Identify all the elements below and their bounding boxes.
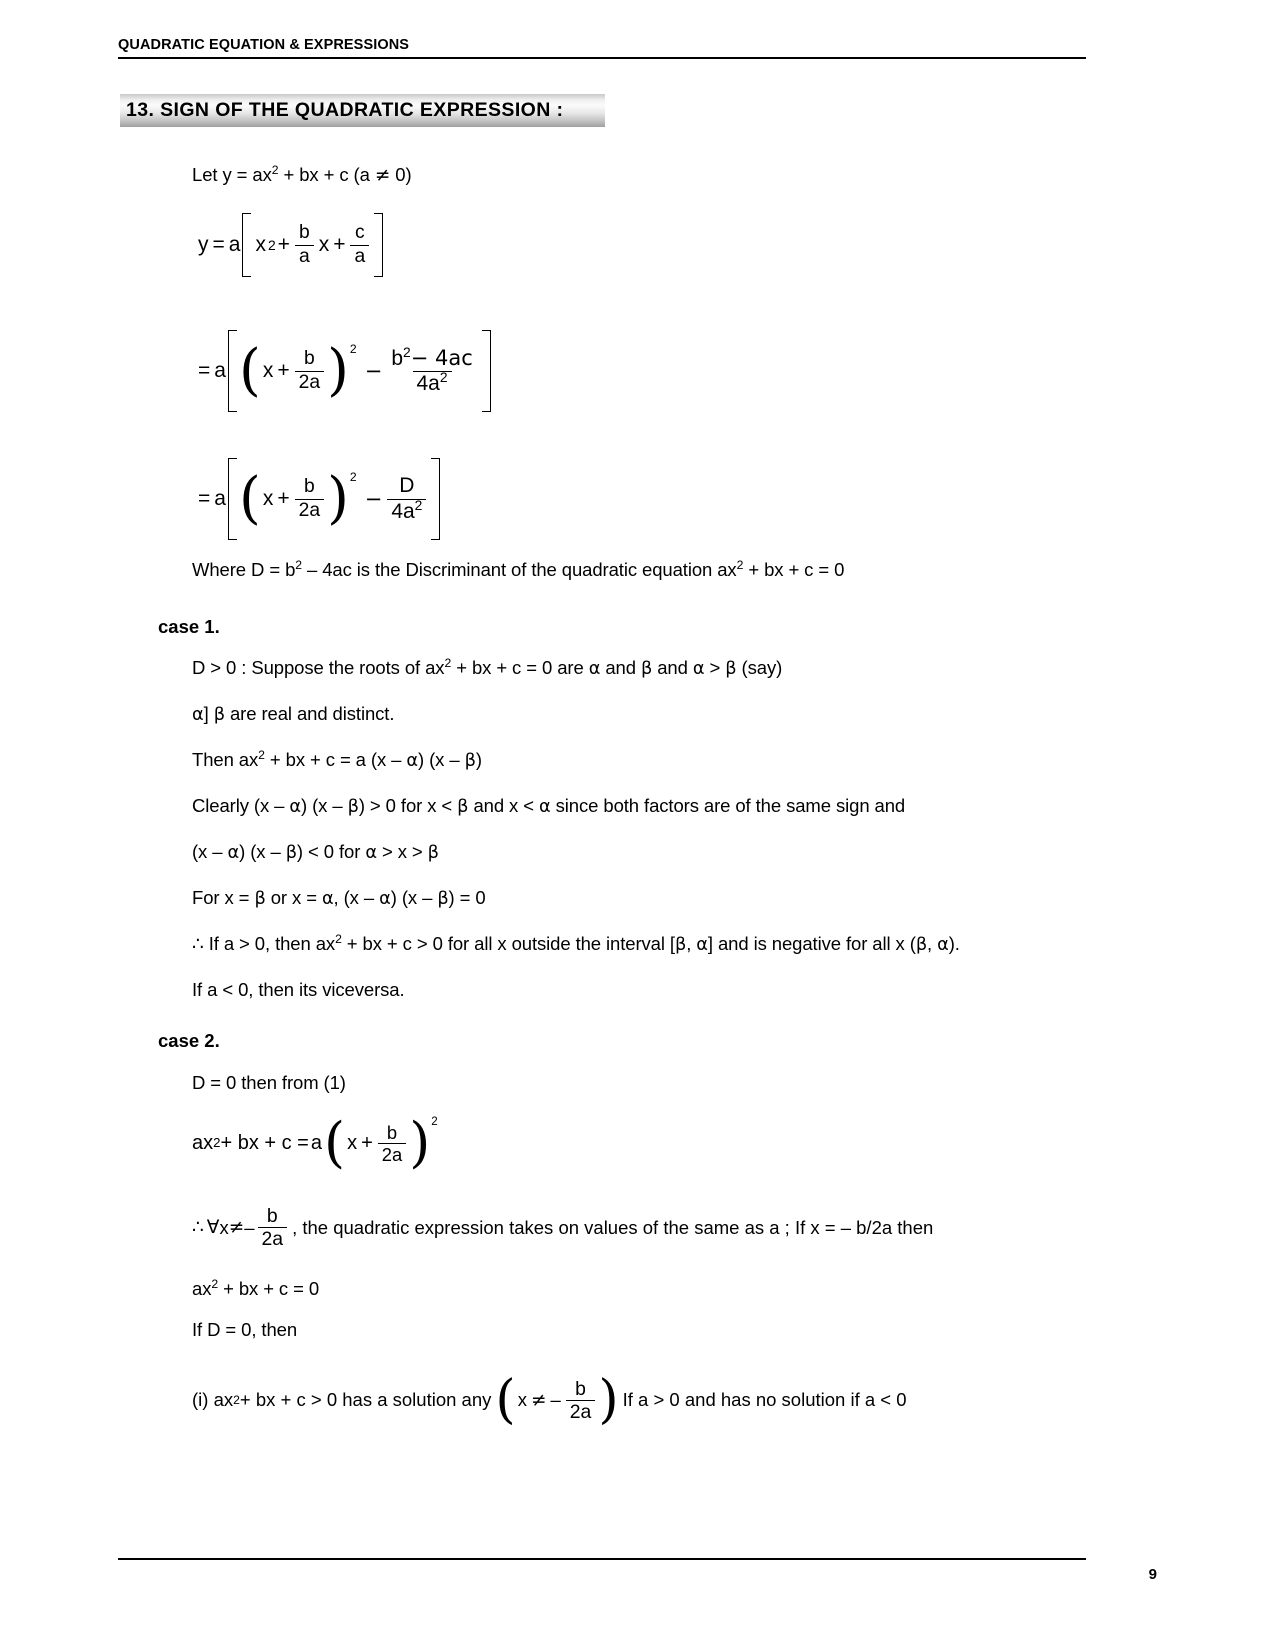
f2-plus: +: [277, 359, 290, 382]
bracket-left: [242, 213, 251, 277]
c1l7-post: + bx + c > 0 for all x outside the interval [: [341, 933, 675, 954]
forall-minus: –: [244, 1216, 255, 1238]
f1-frac2-numerator: c: [355, 222, 365, 244]
f2-bracket-group: [228, 330, 491, 412]
f3-coef-a: a: [214, 487, 226, 510]
bracket-right: [374, 213, 383, 277]
f3-equals: =: [198, 487, 211, 510]
case-1-line-clearly-positive: [192, 794, 905, 818]
beta-symbol: β: [640, 659, 653, 679]
running-head-text: QUADRATIC EQUATION & EXPRESSIONS: [118, 37, 410, 53]
f1-coef-a: a: [228, 233, 241, 256]
therefore-symbol: ∴: [192, 1217, 204, 1239]
c1l1-post: + bx + c = 0 are: [451, 657, 589, 678]
case-1-line-d-greater-zero: [192, 656, 782, 680]
item-i-paren-inner: [516, 1379, 599, 1423]
c1l7-mid1: ,: [686, 933, 697, 954]
f3-fraction-D-over-4a2: [387, 475, 426, 522]
paren-right: ): [598, 1370, 619, 1430]
paren-left: (: [323, 1111, 346, 1174]
f1-fraction-c-over-a: [350, 223, 369, 267]
f4-lhs-post: + bx + c =: [220, 1131, 309, 1154]
c1l4-pre: Clearly (x –: [192, 795, 290, 816]
f3-inner: [239, 458, 429, 540]
item-i-paren-group: [495, 1370, 619, 1430]
f2-4a: 4a: [416, 372, 440, 395]
beta-symbol: β: [347, 797, 359, 817]
item-i-post: + bx + c > 0 has a solution any: [239, 1389, 492, 1411]
f1-var-x: x: [318, 233, 330, 256]
paren-right: ): [409, 1111, 431, 1174]
where-exponent-1: 2: [295, 557, 302, 572]
c1l1-mid1: and: [600, 657, 641, 678]
c1l7-pre: If a > 0, then ax: [203, 933, 336, 954]
f4-x: x: [347, 1131, 358, 1154]
alpha-symbol: α: [588, 659, 601, 679]
f2-disc-denominator: [413, 371, 452, 395]
alpha-symbol: α: [692, 659, 705, 679]
c1l7-mid2: ] and is negative for all x (: [707, 933, 916, 954]
beta-symbol: β: [464, 751, 476, 771]
forall-frac-denominator: 2a: [258, 1227, 288, 1249]
alpha-symbol: α: [937, 935, 949, 955]
therefore-symbol: ∴: [192, 934, 204, 955]
bracket-right: [431, 458, 440, 540]
forall-x: x: [219, 1216, 229, 1238]
let-exponent: 2: [271, 162, 279, 177]
c1l5-mid3: > x >: [376, 841, 428, 862]
f2-4a-exponent: 2: [439, 369, 448, 385]
f4-coef-a: a: [310, 1131, 322, 1154]
case-1-line-roots-zero: [192, 886, 486, 910]
not-equal-symbol: ≠: [228, 1217, 245, 1239]
let-post: + bx + c (a: [278, 164, 375, 185]
c1l3-exponent: 2: [258, 747, 265, 762]
c1l4-mid2: ) > 0 for x <: [358, 795, 458, 816]
f2-paren-group: [238, 337, 357, 403]
c1l7-tail: ).: [948, 933, 960, 954]
f2-power: 2: [349, 341, 357, 356]
f4-power: 2: [431, 1115, 438, 1128]
f3-4a: 4a: [391, 499, 415, 523]
f2-paren-inner: [261, 349, 327, 393]
f4-fraction-b-over-2a: [378, 1123, 406, 1165]
where-pre: Where D = b: [192, 559, 296, 580]
formula-completing-square-step2: [196, 330, 491, 412]
alpha-symbol: α: [289, 797, 301, 817]
c1l1-exponent: 2: [444, 655, 452, 670]
case-2-forall-line: [192, 1206, 933, 1250]
c1l3-pre: Then ax: [192, 749, 259, 770]
c1l4-tail: since both factors are of the same sign and: [550, 795, 906, 816]
f2-minus: −: [364, 359, 383, 383]
f3-fraction-b-over-2a: [295, 477, 324, 521]
qz-post: + bx + c = 0: [218, 1278, 320, 1299]
item-i-frac-denominator: 2a: [566, 1400, 596, 1422]
f4-paren-inner: [345, 1123, 409, 1165]
beta-symbol: β: [725, 659, 737, 679]
f1-plus-2: +: [333, 233, 346, 256]
c1l6-mid1: or x =: [265, 887, 322, 908]
c1l3-post: + bx + c = a (x –: [264, 749, 407, 770]
f2-equals: =: [198, 359, 211, 382]
f3-D-numerator: D: [399, 474, 415, 498]
case-1-line-viceversa: If a < 0, then its viceversa.: [192, 979, 405, 1000]
alpha-symbol: α: [379, 889, 391, 909]
section-heading-text: 13. SIGN OF THE QUADRATIC EXPRESSION :: [126, 99, 564, 121]
where-exponent-2: 2: [736, 557, 744, 572]
f2-frac-denominator: 2a: [295, 371, 324, 393]
paren-left: (: [495, 1370, 516, 1430]
running-head: [118, 38, 1086, 59]
item-i-frac-numerator: b: [575, 1377, 586, 1400]
alpha-symbol: α: [321, 889, 334, 909]
f3-frac-denominator: 2a: [295, 499, 324, 521]
c1l7-exponent: 2: [335, 931, 342, 946]
case-2-if-d-zero: If D = 0, then: [192, 1319, 298, 1340]
qz-exponent: 2: [211, 1276, 219, 1291]
forall-fraction-b-over-2a: [258, 1206, 288, 1250]
not-equal-symbol: ≠: [530, 1389, 547, 1411]
case-1-line-negative-interval: [192, 840, 439, 864]
item-i-x: x: [517, 1389, 527, 1411]
item-i-minus: –: [550, 1389, 561, 1411]
f1-lhs: y: [198, 233, 209, 256]
case-1-line-factorisation: [192, 748, 482, 772]
beta-symbol: β: [674, 935, 687, 955]
formula-completing-square-step1: [196, 213, 383, 277]
c1l6-mid3: ) (x –: [390, 887, 438, 908]
alpha-symbol: α: [406, 751, 419, 771]
case-2-label: case 2.: [158, 1030, 220, 1051]
item-i-fraction-b-over-2a: [566, 1379, 596, 1423]
f1-x: x: [255, 233, 266, 256]
let-equation-line: [192, 163, 412, 187]
f3-denominator: [387, 496, 426, 523]
f2-fraction-discriminant: [387, 343, 476, 395]
c1l1-tail: (say): [736, 657, 783, 678]
c1l1-mid2: and: [652, 657, 693, 678]
beta-symbol: β: [254, 889, 266, 909]
c1l4-mid1: ) (x –: [301, 795, 348, 816]
f3-4a-exponent: 2: [414, 496, 423, 513]
f1-fraction-b-over-a: [295, 223, 314, 267]
f4-wrap: ax 2 + bx + c = a ( x + $\frac{b}{2a}$ ) 2: [192, 1111, 438, 1174]
alpha-symbol: α: [365, 843, 377, 863]
let-tail: 0): [390, 164, 412, 185]
c1l2-bracket: ]: [203, 703, 214, 724]
case-2-item-i: (i) ax 2 + bx + c > 0 has a solution any ( x ≠ – $\frac{b}{2a}$ ) If a > 0 and has no solution if a < 0: [192, 1370, 907, 1430]
paren-left: (: [238, 337, 261, 403]
beta-symbol: β: [437, 889, 449, 909]
formula-perfect-square-row: [192, 1092, 438, 1174]
f4-paren-group: [323, 1111, 438, 1174]
where-mid: – 4ac is the Discriminant of the quadratic equation ax: [301, 559, 737, 580]
c1l5-mid1: ) (x –: [239, 841, 286, 862]
beta-symbol: β: [285, 843, 297, 863]
case-2-quadratic-equals-zero: [192, 1277, 319, 1300]
f1-frac1-denominator: a: [295, 245, 314, 267]
f2-inner: [239, 330, 480, 412]
item-i-tail: If a > 0 and has no solution if a < 0: [622, 1389, 907, 1411]
f2-disc-numerator: [387, 343, 476, 371]
beta-symbol: β: [427, 843, 439, 863]
f4-frac-numerator: b: [386, 1121, 398, 1143]
c1l3-tail: ): [475, 749, 482, 770]
paren-right: ): [327, 465, 349, 531]
paren-right: ): [327, 337, 349, 403]
f4-lhs-pre: ax: [192, 1131, 214, 1154]
c1l2-tail: are real and distinct.: [224, 703, 395, 724]
f2-b: b: [391, 346, 403, 370]
c1l1-pre: D > 0 : Suppose the roots of ax: [192, 657, 445, 678]
beta-symbol: β: [457, 797, 469, 817]
alpha-symbol: α: [227, 843, 240, 863]
c1l7-mid3: ,: [927, 933, 938, 954]
f2-fraction-b-over-2a: [295, 349, 324, 393]
case-1-line-conclusion-positive-a: [192, 932, 960, 956]
f2-x: x: [262, 359, 274, 382]
c1l5-pre: (x –: [192, 841, 228, 862]
item-i-label: (i) ax: [192, 1389, 234, 1411]
bracket-left: [228, 458, 237, 540]
c1l1-mid3: >: [704, 657, 726, 678]
f3-power: 2: [349, 469, 357, 484]
f4-plus: +: [361, 1131, 373, 1154]
f3-paren-group: [238, 465, 357, 531]
f3-minus: −: [364, 487, 383, 511]
forall-sentence: , the quadratic expression takes on values of the same as a ; If x = – b/2a then: [292, 1216, 934, 1238]
footer-rule: [118, 1558, 1086, 1560]
f2-coef-a: a: [214, 359, 226, 382]
c1l6-pre: For x =: [192, 887, 255, 908]
f4-frac-denominator: 2a: [378, 1143, 406, 1164]
bracket-left: [228, 330, 237, 412]
alpha-symbol: α: [539, 797, 551, 817]
f3-plus: +: [277, 487, 290, 510]
case-1-line-real-distinct: [192, 702, 394, 726]
f1-frac1-numerator: b: [298, 222, 310, 244]
case-2-line-d-zero: D = 0 then from (1): [192, 1072, 346, 1093]
f1-equals: =: [212, 233, 225, 256]
forall-symbol: ∀: [206, 1217, 220, 1239]
f2-b-exponent: 2: [403, 343, 411, 360]
qz-pre: ax: [192, 1278, 212, 1299]
f1-frac2-denominator: a: [350, 245, 369, 267]
f1-plus-1: +: [277, 233, 290, 256]
alpha-symbol: α: [696, 935, 708, 955]
f3-frac-numerator: b: [303, 476, 315, 498]
c1l6-tail: ) = 0: [448, 887, 486, 908]
forall-frac-numerator: b: [266, 1205, 278, 1227]
let-pre: Let y = ax: [192, 164, 272, 185]
formula-completing-square-step3: [196, 458, 440, 540]
discriminant-definition-line: [192, 558, 844, 581]
c1l5-mid2: ) < 0 for: [296, 841, 366, 862]
beta-symbol: β: [213, 705, 225, 725]
f3-paren-inner: [261, 477, 327, 521]
f2-frac-numerator: b: [303, 348, 315, 370]
bracket-right: [482, 330, 491, 412]
header-rule: [118, 57, 1086, 59]
f3-bracket-group: [228, 458, 440, 540]
c1l6-mid2: , (x –: [333, 887, 380, 908]
beta-symbol: β: [915, 935, 928, 955]
f1-bracket-group: [242, 213, 383, 277]
f3-x: x: [262, 487, 274, 510]
f1-inner: x 2 + $\frac{b}{a}$ x + $\frac{c}{a}$: [253, 213, 372, 277]
f2-minus-4ac: − 4ac: [410, 345, 473, 370]
c1l3-mid: ) (x –: [418, 749, 465, 770]
alpha-symbol: α: [192, 705, 204, 725]
where-post: + bx + c = 0: [743, 559, 845, 580]
section-heading-banner: [120, 94, 605, 127]
case-1-label: case 1.: [158, 616, 220, 637]
paren-left: (: [238, 465, 261, 531]
page-number: 9: [1148, 1566, 1157, 1583]
c1l4-mid3: and x <: [468, 795, 539, 816]
not-equal-symbol: ≠: [374, 165, 391, 186]
